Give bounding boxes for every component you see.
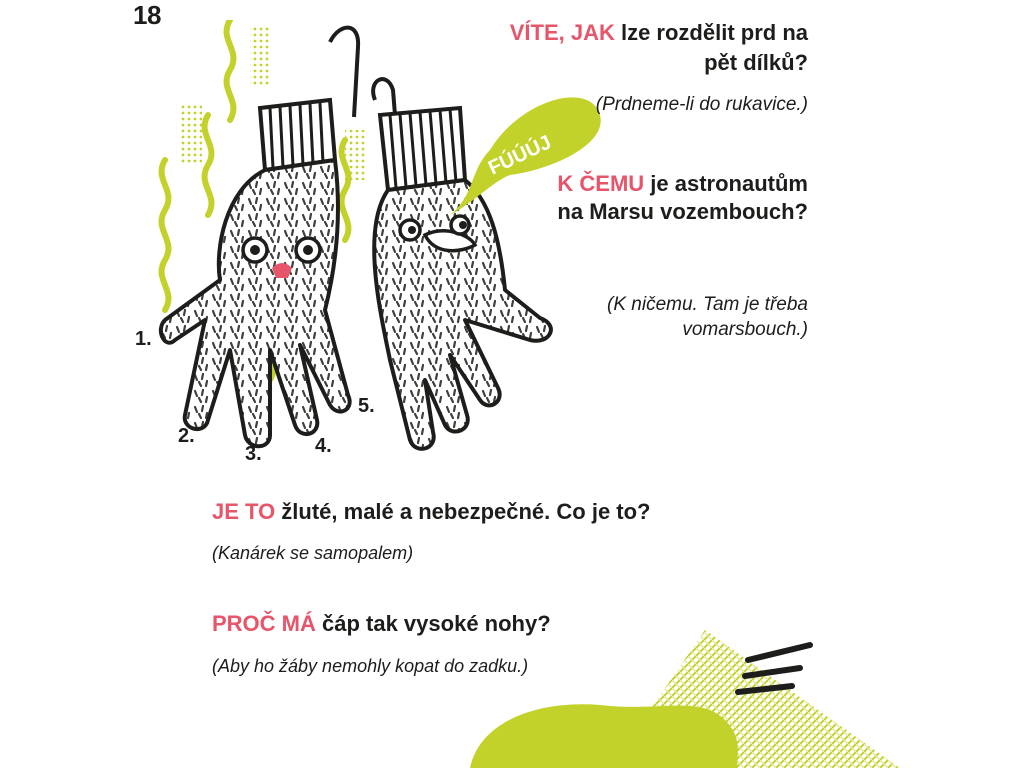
gloves-illustration (120, 20, 620, 470)
finger-number-2: 2. (178, 425, 195, 447)
left-glove (161, 28, 358, 447)
speech-text: FÚÚÚJ (485, 131, 555, 180)
joke-2-keyword: K ČEMU (557, 171, 645, 196)
finger-number-4: 4. (315, 435, 332, 457)
speed-lines (738, 645, 810, 692)
slime-blob (470, 704, 738, 768)
joke-4-text: čáp tak vysoké nohy? (315, 611, 551, 636)
finger-number-1: 1. (135, 328, 152, 350)
joke-1-question (478, 18, 808, 78)
joke-2-text: je astronautům na Marsu vozembouch? (557, 171, 808, 224)
finger-number-3: 3. (245, 443, 262, 465)
joke-3-keyword: JE TO (212, 499, 276, 524)
joke-3-question (212, 497, 651, 527)
page-number: 18 (133, 0, 161, 30)
joke-2-question (548, 170, 808, 226)
joke-1-text: lze rozdělit prd na pět dílků? (614, 20, 808, 75)
joke-1-answer: (Prdneme-li do rukavice.) (595, 94, 808, 115)
hatched-triangle (610, 630, 900, 768)
finger-number-5: 5. (358, 395, 375, 417)
joke-4-keyword: PROČ MÁ (212, 611, 316, 636)
joke-3-answer: (Kanárek se samopalem) (212, 543, 414, 563)
joke-1-keyword: VÍTE, JAK (509, 20, 615, 45)
joke-2-answer: (K ničemu. Tam je třeba vomarsbouch.) (607, 294, 808, 340)
joke-4-answer: (Aby ho žáby nemohly kopat do zadku.) (212, 656, 529, 676)
joke-3-text: žluté, malé a nebezpečné. Co je to? (275, 499, 651, 524)
joke-4-question (212, 609, 551, 639)
